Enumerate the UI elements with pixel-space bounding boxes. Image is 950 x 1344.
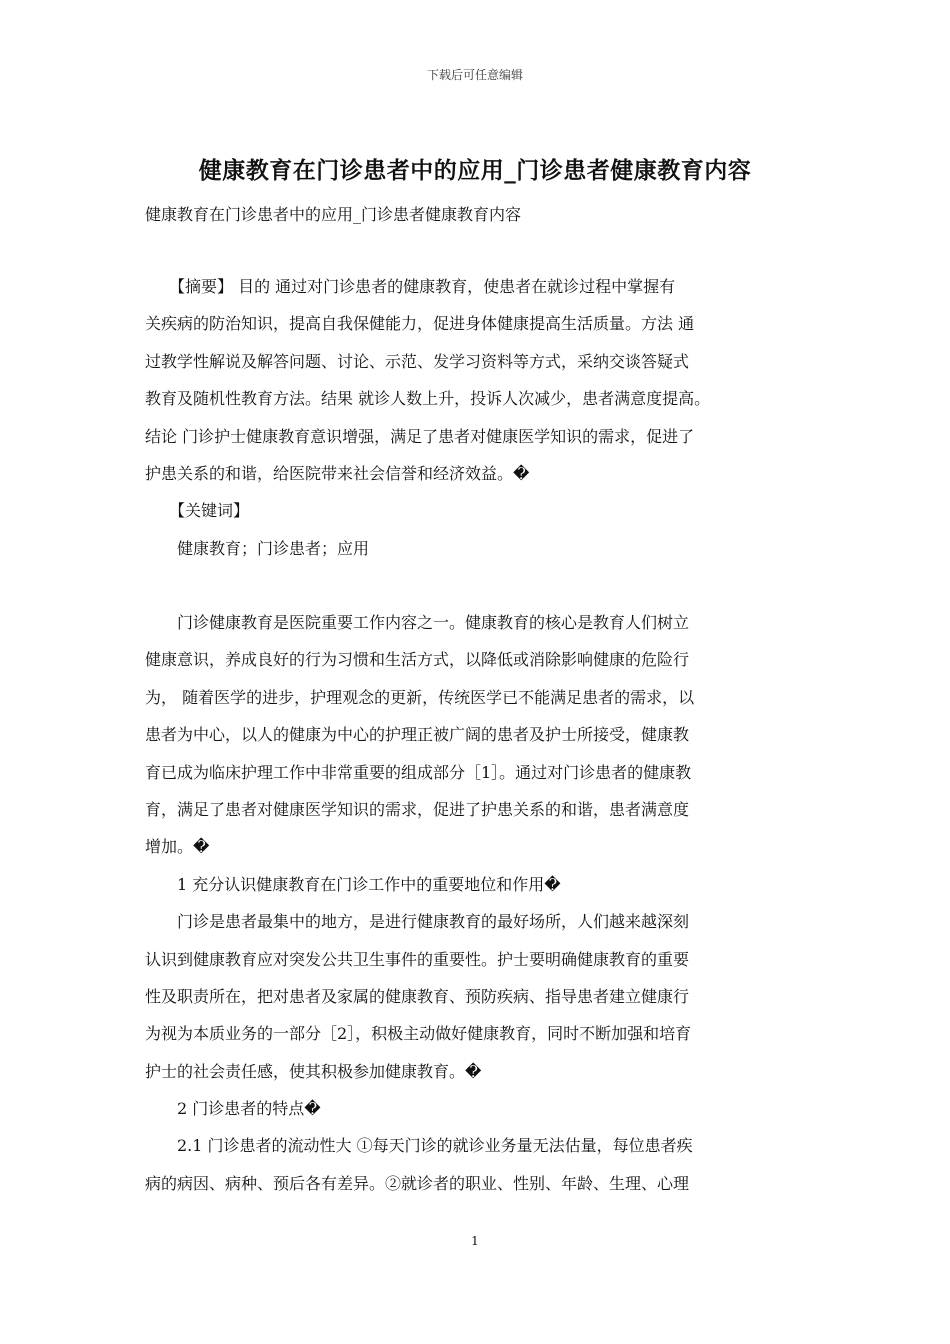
page-number: 1 bbox=[471, 1234, 479, 1248]
main-body bbox=[145, 604, 810, 1202]
keywords-heading: 【关键词】 bbox=[145, 501, 250, 521]
document-title: 健康教育在门诊患者中的应用_门诊患者健康教育内容 bbox=[198, 157, 752, 184]
body-line: 病的病因、病种、预后各有差异。②就诊者的职业、性别、年龄、生理、心理 bbox=[145, 1173, 690, 1193]
body-line: 门诊健康教育是医院重要工作内容之一。健康教育的核心是教育人们树立 bbox=[145, 613, 690, 632]
section-heading-2: 2 门诊患者的特点� bbox=[145, 1099, 321, 1119]
body-line: 健康意识，养成良好的行为习惯和生活方式，以降低或消除影响健康的危险行 bbox=[145, 650, 690, 670]
abstract-line: 教育及随机性教育方法。结果 就诊人数上升，投诉人次减少，患者满意度提高。 bbox=[145, 389, 711, 409]
body-line: 患者为中心，以人的健康为中心的护理正被广阔的患者及护士所接受，健康教 bbox=[145, 725, 690, 745]
abstract-line: 过教学性解说及解答问题、讨论、示范、发学习资料等方式，采纳交谈答疑式 bbox=[145, 351, 690, 371]
body-line: 性及职责所在，把对患者及家属的健康教育、预防疾病、指导患者建立健康行 bbox=[145, 986, 690, 1006]
body-line: 育，满足了患者对健康医学知识的需求，促进了护患关系的和谐，患者满意度 bbox=[145, 799, 690, 819]
abstract-line: 护患关系的和谐，给医院带来社会信誉和经济效益。� bbox=[145, 463, 530, 483]
abstract-line: 【摘要】 目的 通过对门诊患者的健康教育，使患者在就诊过程中掌握有 bbox=[145, 277, 676, 296]
body-line: 育已成为临床护理工作中非常重要的组成部分［1］。通过对门诊患者的健康教 bbox=[145, 762, 692, 782]
body-line: 2.1 门诊患者的流动性大 ①每天门诊的就诊业务量无法估量，每位患者疾 bbox=[145, 1136, 693, 1156]
abstract-line: 关疾病的防治知识，提高自我保健能力，促进身体健康提高生活质量。方法 通 bbox=[145, 314, 695, 334]
body-line: 门诊是患者最集中的地方，是进行健康教育的最好场所，人们越来越深刻 bbox=[145, 912, 690, 932]
body-line: 为， 随着医学的进步，护理观念的更新，传统医学已不能满足患者的需求，以 bbox=[145, 687, 695, 707]
body-line: 增加。� bbox=[145, 837, 210, 857]
body-line: 护士的社会责任感，使其积极参加健康教育。� bbox=[145, 1061, 482, 1081]
body-line: 为视为本质业务的一部分［2］，积极主动做好健康教育，同时不断加强和培育 bbox=[145, 1024, 692, 1044]
abstract-line: 结论 门诊护士健康教育意识增强，满足了患者对健康医学知识的需求，促进了 bbox=[145, 426, 695, 446]
keywords-list: 健康教育；门诊患者；应用 bbox=[145, 538, 370, 558]
document-subtitle: 健康教育在门诊患者中的应用_门诊患者健康教育内容 bbox=[145, 205, 522, 224]
section-heading-1: 1 充分认识健康教育在门诊工作中的重要地位和作用� bbox=[145, 874, 561, 894]
abstract-section bbox=[145, 268, 810, 567]
body-line: 认识到健康教育应对突发公共卫生事件的重要性。护士要明确健康教育的重要 bbox=[145, 949, 690, 969]
header-note: 下载后可任意编辑 bbox=[426, 68, 523, 82]
